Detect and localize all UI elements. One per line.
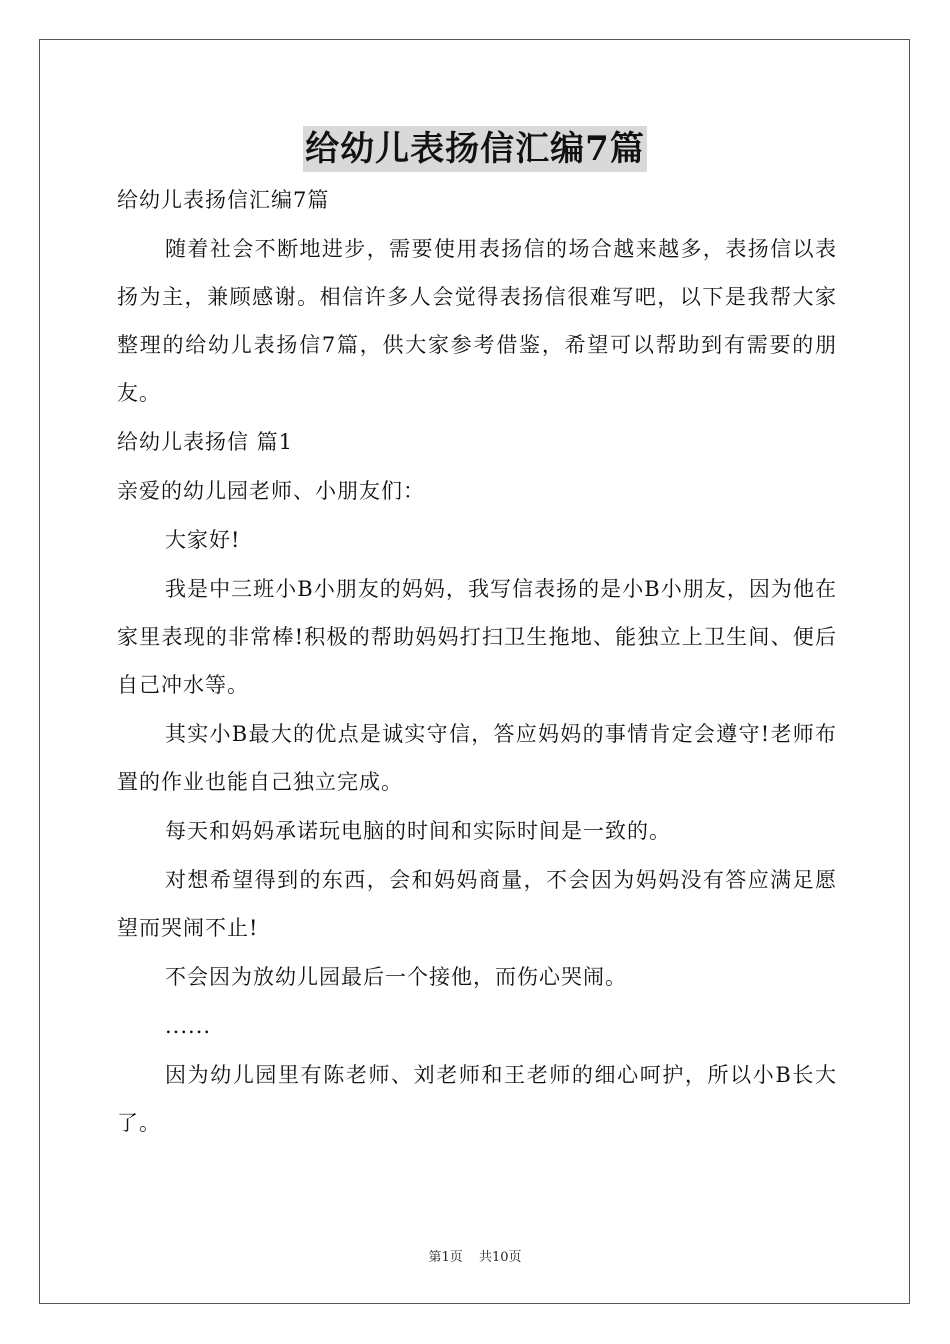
section-heading: 给幼儿表扬信 篇1 bbox=[117, 430, 294, 454]
page-number: 第1页 bbox=[428, 1250, 463, 1265]
greeting: 大家好! bbox=[165, 528, 241, 552]
page-total: 共10页 bbox=[478, 1250, 522, 1265]
paragraph-0: 给幼儿表扬信汇编7篇 bbox=[117, 188, 330, 212]
paragraph-6: 其实小B最大的优点是诚实守信，答应妈妈的事情肯定会遵守!老师布置的作业也能自己独立完成。 bbox=[117, 722, 837, 794]
document-body bbox=[117, 176, 837, 1148]
paragraph-9: 不会因为放幼儿园最后一个接他，而伤心哭闹。 bbox=[165, 965, 627, 989]
document-title: 给幼儿表扬信汇编7篇 bbox=[303, 126, 647, 172]
paragraph-8: 对想希望得到的东西，会和妈妈商量，不会因为妈妈没有答应满足愿望而哭闹不止! bbox=[117, 868, 837, 940]
ellipsis: ...... bbox=[165, 1014, 212, 1038]
salutation: 亲爱的幼儿园老师、小朋友们： bbox=[117, 479, 425, 503]
paragraph-7: 每天和妈妈承诺玩电脑的时间和实际时间是一致的。 bbox=[165, 819, 671, 843]
paragraph-11: 因为幼儿园里有陈老师、刘老师和王老师的细心呵护，所以小B长大了。 bbox=[117, 1063, 837, 1135]
paragraph-1: 随着社会不断地进步，需要使用表扬信的场合越来越多，表扬信以表扬为主，兼顾感谢。相信许多人会觉得表扬信很难写吧，以下是我帮大家整理的给幼儿表扬信7篇，供大家参考借鉴，希望可以帮助到有需要的朋友。 bbox=[117, 237, 837, 405]
document-title-container bbox=[0, 126, 950, 172]
paragraph-5: 我是中三班小B小朋友的妈妈，我写信表扬的是小B小朋友，因为他在家里表现的非常棒!积极的帮助妈妈打扫卫生拖地、能独立上卫生间、便后自己冲水等。 bbox=[117, 577, 837, 697]
page-footer bbox=[0, 1246, 950, 1265]
